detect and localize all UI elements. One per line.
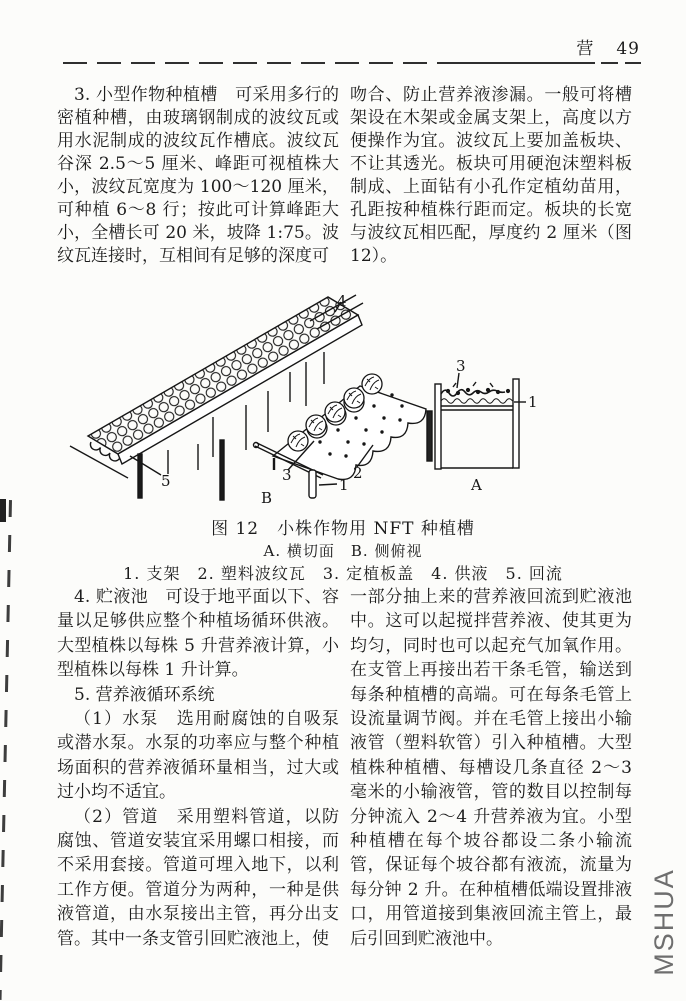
header-rule-dash (601, 62, 618, 64)
header-rule-dash (625, 62, 641, 64)
column-bottom-left (57, 585, 339, 951)
watermark-text: MSHUA (649, 868, 679, 976)
page-header (0, 34, 640, 59)
header-page-number: 49 (616, 39, 640, 59)
header-rule-dashed (63, 62, 455, 64)
figure-12-illustration (58, 284, 633, 512)
header-rule-solid (455, 62, 595, 64)
paragraph-water-pump: （1）水泵 选用耐腐蚀的自吸泵或潜水泵。水泵的功率应与整个种植场面积的营养液循环量相当，过大或过小均不适宜。 (57, 709, 339, 803)
figure-label-view-b: B (261, 489, 273, 507)
paragraph-pipes: （2）管道 采用塑料管道，以防腐蚀、管道安装宜采用螺口相接，而不采用套接。管道可埋入地下，以利工作方便。管道分为两种，一种是供液管道，由水泵接出主管，再分出支管。其中一条支管引回贮液池上，使 (57, 806, 339, 949)
figure-label-cover-a: 3 (456, 357, 466, 375)
figure-caption-legend: 1. 支架 2. 塑料波纹瓦 3. 定植板盖 4. 供液 5. 回流 (123, 564, 563, 583)
paragraph-pipes-cont: 一部分抽上来的营养液回流到贮液池中。这可以起搅拌营养液、使其更为均匀，同时也可以起充气加氧作用。在支管上再接出若干条毛管，输送到每条种植槽的高端。可在每条毛管上设流量调节阀。并在毛管上接出小输液管（塑料软管）引入种植槽。大型植株种植槽、每槽设几条直径 2～3 毫米的小输液管，管的数目以控制每分钟流入 2～4 升营养液为宜。小型种植槽在每个坡谷都设二条小输流管，保证每个坡谷都有液流，流量为每分钟 2 升。在种植槽低端设置排液口，用管道接到集液回流主管上，最后引回到贮液池中。 (350, 587, 632, 949)
figure-caption-views: A. 横切面 B. 侧俯视 (263, 542, 423, 560)
figure-label-stand-b: 1 (339, 476, 349, 494)
figure-label-cover-b: 3 (282, 466, 292, 484)
figure-caption-title: 图 12 小株作物用 NFT 种植槽 (211, 519, 475, 539)
column-top-left (57, 84, 339, 268)
paragraph-storage-tank: 4. 贮液池 可设于地平面以下、容量以足够供应整个种植场循环供液。大型植株以每株 5 升营养液计算，小型植株以每株 1 升计算。 (57, 587, 339, 681)
header-section-title: 营 (576, 39, 595, 59)
paragraph-planting-trough-cont: 吻合、防止营养液渗漏。一般可将槽架设在木架或金属支架上，高度以方便操作为宜。波纹瓦上要加盖板块、不让其透光。板块可用硬泡沫塑料板制成、上面钻有小孔作定植幼苗用，孔距按种植株行距而定。板块的长宽与波纹瓦相匹配，厚度约 2 厘米（图 12）。 (350, 85, 632, 266)
figure-label-tile-b: 2 (353, 464, 363, 482)
column-bottom-right (350, 585, 632, 951)
column-top-right (350, 84, 632, 268)
figure-label-supply: 4 (337, 292, 347, 310)
figure-label-view-a: A (471, 476, 482, 494)
figure-label-return: 5 (161, 472, 171, 490)
paragraph-circulation-sys: 5. 营养液循环系统 (74, 684, 215, 705)
figure-label-stand-a: 1 (528, 393, 538, 411)
cross-section-a-drawing (435, 373, 526, 469)
scan-artifact-ink-blob (0, 499, 6, 522)
paragraph-planting-trough: 3. 小型作物种植槽 可采用多行的密植种槽，由玻璃钢制成的波纹瓦或用水泥制成的波纹瓦作槽底。波纹瓦谷深 2.5～5 厘米、峰距可视植株大小，波纹瓦宽度为 100～120 厘米，可种植 6～8 行；按此可计算峰距大小，全槽长可 20 米，坡降 1:75。波纹瓦连接时，互相间有足够的深度可 (57, 85, 339, 266)
